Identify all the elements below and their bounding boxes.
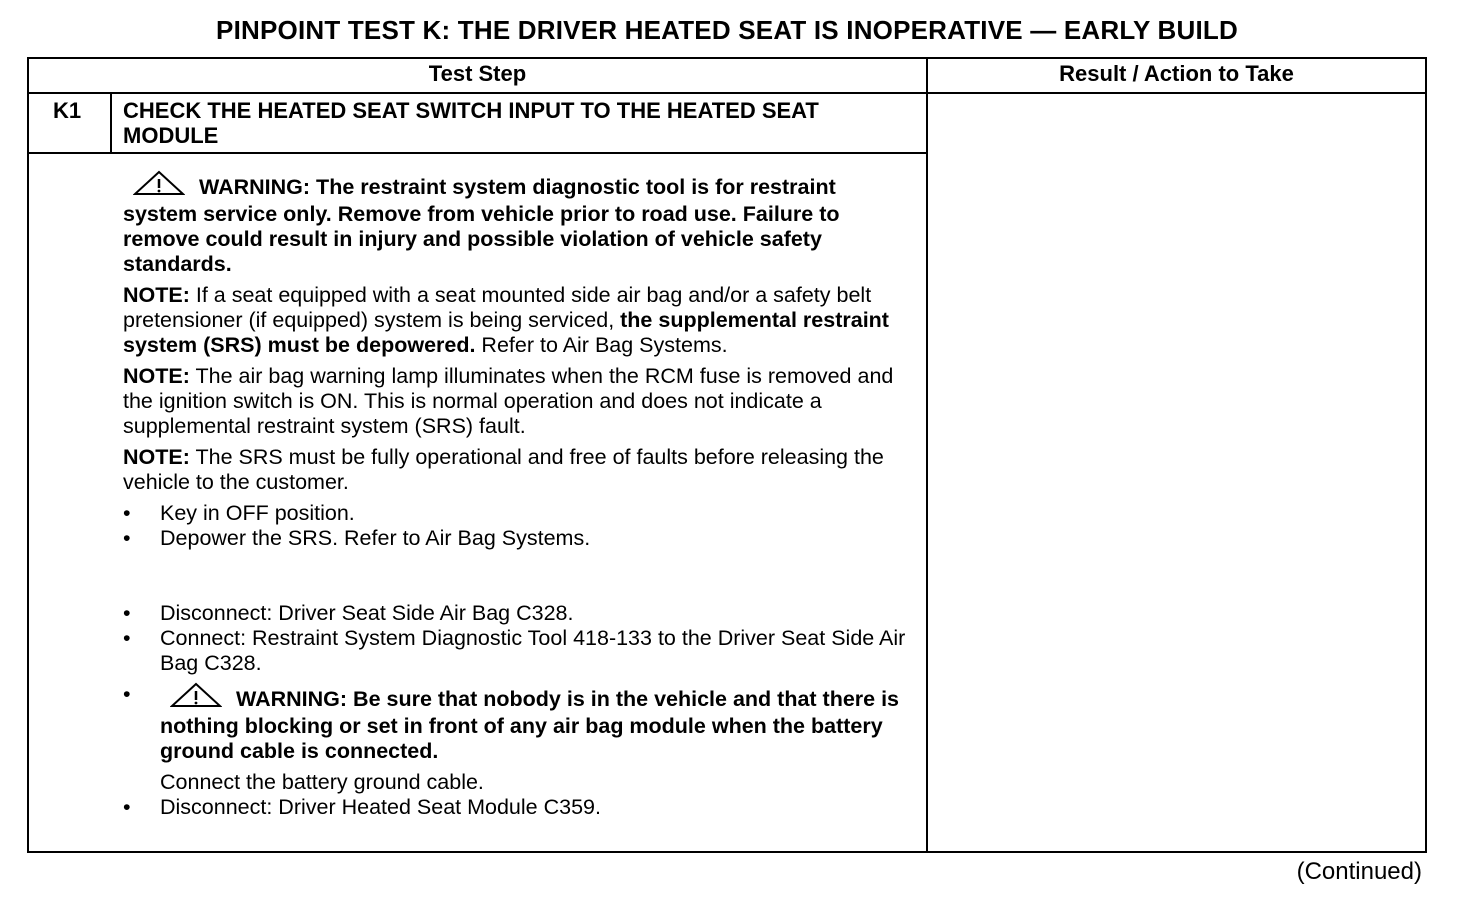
list-item: • Disconnect: Driver Seat Side Air Bag C328. xyxy=(123,601,574,625)
warning-label: WARNING xyxy=(199,175,303,199)
note-text: The SRS must be fully operational and free of faults before releasing the vehicle to the customer. xyxy=(123,445,884,494)
note-bold-text: the supplemental restraint system (SRS) must be depowered. xyxy=(123,308,889,357)
bullet-icon: • xyxy=(123,601,131,625)
note-paragraph-2 xyxy=(123,364,913,439)
list-item xyxy=(123,682,913,795)
continued-label: (Continued) xyxy=(1296,858,1422,885)
note-text: If a seat equipped with a seat mounted side air bag and/or a safety belt pretensioner (if equipped) system is being serviced, xyxy=(123,283,872,332)
warning-followup: Connect the battery ground cable. xyxy=(160,770,484,794)
note-text: The air bag warning lamp illuminates when the RCM fuse is removed and the ignition switch is ON. This is normal operation and does not indicate a supplemental restraint system (SRS) fault. xyxy=(123,364,894,438)
header-divider xyxy=(27,92,1427,94)
list-item: • Disconnect: Driver Heated Seat Module C359. xyxy=(123,795,601,819)
step-title-divider xyxy=(27,152,928,154)
warning-text: WARNING: Be sure that nobody is in the vehicle and that there is nothing blocking or set in front of any air bag module when the battery ground cable is connected. xyxy=(160,687,900,763)
note-paragraph-1 xyxy=(123,283,913,358)
step-id-divider xyxy=(110,93,112,154)
bullet-list-c xyxy=(123,682,913,820)
list-item: • Key in OFF position. xyxy=(123,501,355,525)
note-label: NOTE: xyxy=(123,283,190,307)
bullet-icon: • xyxy=(123,682,131,706)
bullet-list-b xyxy=(123,601,913,676)
bullet-icon: • xyxy=(123,501,131,525)
warning-triangle-icon xyxy=(170,682,222,714)
warning-paragraph xyxy=(123,170,913,277)
list-item: • Connect: Restraint System Diagnostic Tool 418-133 to the Driver Seat Side Air Bag C328. xyxy=(123,626,906,675)
note-paragraph-3 xyxy=(123,445,913,495)
step-title: CHECK THE HEATED SEAT SWITCH INPUT TO THE HEATED SEAT MODULE xyxy=(123,98,819,148)
column-divider xyxy=(926,57,928,853)
note-label: NOTE: xyxy=(123,364,190,388)
page-title: PINPOINT TEST K: THE DRIVER HEATED SEAT IS INOPERATIVE — EARLY BUILD xyxy=(216,15,1238,45)
warning-text: : The restraint system diagnostic tool is for restraint system service only. Remove from vehicle prior to road use. Failure to remove could result in injury and possible violation of vehicle safety standards. xyxy=(123,175,840,276)
list-item: • Depower the SRS. Refer to Air Bag Systems. xyxy=(123,526,591,550)
bullet-icon: • xyxy=(123,795,131,819)
note-label: NOTE: xyxy=(123,445,190,469)
warning-triangle-icon xyxy=(133,170,185,202)
step-id: K1 xyxy=(53,98,82,123)
note-tail: Refer to Air Bag Systems. xyxy=(475,333,728,357)
header-result-action: Result / Action to Take xyxy=(1059,61,1294,86)
bullet-icon: • xyxy=(123,526,131,550)
step-body xyxy=(123,172,913,820)
header-test-step: Test Step xyxy=(428,61,527,86)
bullet-icon: • xyxy=(123,626,131,650)
bullet-list-a xyxy=(123,501,913,551)
